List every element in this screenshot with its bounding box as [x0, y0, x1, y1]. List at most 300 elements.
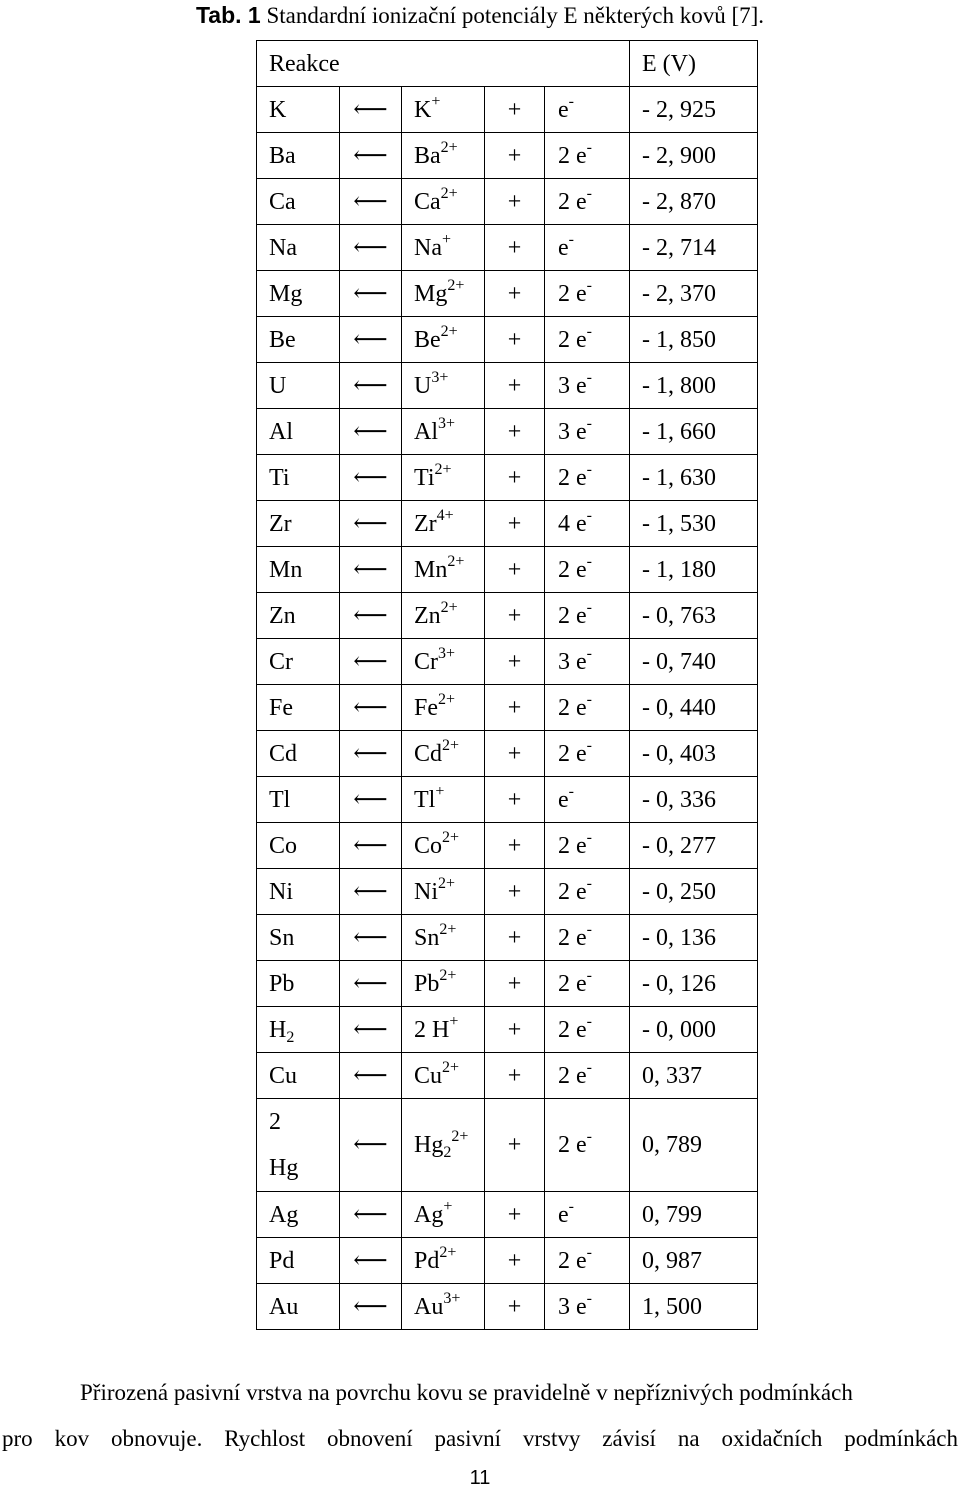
potential-value: [630, 1284, 758, 1330]
element-symbol: Zn: [269, 602, 296, 629]
left-arrow-icon: ⟵: [353, 1293, 388, 1320]
potential-text: - 0, 740: [642, 648, 716, 675]
left-arrow-icon: ⟵: [353, 1062, 388, 1089]
plus-sign: [485, 1007, 545, 1053]
table-row: [257, 271, 758, 317]
electron-charge: -: [568, 1197, 574, 1215]
ion-symbol: Ba: [414, 142, 441, 169]
element-symbol: Mn: [269, 556, 303, 583]
plus-text: +: [507, 648, 522, 675]
electrons-text: 3 e: [558, 372, 587, 399]
ion-charge: 3+: [438, 644, 456, 662]
plus-sign: [485, 409, 545, 455]
ion-cell: [402, 1053, 485, 1099]
electrons-cell: [545, 685, 630, 731]
plus-sign: [485, 685, 545, 731]
left-arrow-icon: ⟵: [353, 464, 388, 491]
element-cell: [257, 915, 340, 961]
reaction-arrow: [340, 317, 402, 363]
plus-text: +: [507, 924, 522, 951]
element-cell: [257, 271, 340, 317]
ion-cell: [402, 639, 485, 685]
left-arrow-icon: ⟵: [353, 556, 388, 583]
table-row: [257, 1007, 758, 1053]
ion-cell: [402, 1284, 485, 1330]
electron-charge: -: [586, 184, 592, 202]
element-cell: [257, 87, 340, 133]
electrons-text: 2 e: [558, 740, 587, 767]
ion-symbol: Au: [414, 1293, 444, 1320]
electrons-cell: [545, 271, 630, 317]
plus-sign: [485, 1238, 545, 1284]
table-row: [257, 133, 758, 179]
plus-sign: [485, 823, 545, 869]
left-arrow-icon: ⟵: [353, 1247, 388, 1274]
potential-value: [630, 179, 758, 225]
ion-charge: 2+: [442, 1058, 460, 1076]
ion-symbol: Ca: [414, 188, 441, 215]
element-cell: [257, 501, 340, 547]
potential-value: [630, 869, 758, 915]
ion-cell: [402, 1099, 485, 1192]
ion-symbol: Sn: [414, 924, 440, 951]
electrons-text: 2 e: [558, 1062, 587, 1089]
potential-value: [630, 455, 758, 501]
electron-charge: -: [586, 138, 592, 156]
element-cell: [257, 133, 340, 179]
table-row: [257, 547, 758, 593]
electrons-cell: [545, 639, 630, 685]
header-potential: E (V): [630, 41, 758, 87]
reaction-arrow: [340, 1192, 402, 1238]
left-arrow-icon: ⟵: [353, 234, 388, 261]
plus-text: +: [507, 142, 522, 169]
table-row: [257, 317, 758, 363]
ion-charge: +: [435, 782, 445, 800]
table-row: [257, 1053, 758, 1099]
potential-text: 0, 337: [642, 1062, 702, 1089]
element-symbol: Ag: [269, 1201, 299, 1228]
ion-cell: [402, 501, 485, 547]
potential-text: - 1, 660: [642, 418, 716, 445]
reaction-arrow: [340, 363, 402, 409]
left-arrow-icon: ⟵: [353, 924, 388, 951]
ion-symbol: Pb: [414, 970, 440, 997]
plus-text: +: [507, 878, 522, 905]
potential-text: - 0, 000: [642, 1016, 716, 1043]
electrons-text: 2 e: [558, 1016, 587, 1043]
ion-cell: [402, 179, 485, 225]
potential-text: - 1, 530: [642, 510, 716, 537]
electron-charge: -: [586, 1243, 592, 1261]
plus-text: +: [507, 234, 522, 261]
reaction-arrow: [340, 869, 402, 915]
element-symbol: Be: [269, 326, 296, 353]
reaction-arrow: [340, 961, 402, 1007]
element-symbol: Ca: [269, 188, 296, 215]
element-cell: [257, 225, 340, 271]
ion-symbol: K: [414, 96, 432, 123]
element-symbol: U: [269, 372, 287, 399]
ion-symbol: Pd: [414, 1247, 440, 1274]
potential-text: - 1, 630: [642, 464, 716, 491]
electrons-cell: [545, 409, 630, 455]
left-arrow-icon: ⟵: [353, 1132, 388, 1158]
electron-charge: -: [568, 782, 574, 800]
element-symbol: Ti: [269, 464, 290, 491]
electrons-cell: [545, 317, 630, 363]
electrons-text: 4 e: [558, 510, 587, 537]
element-symbol: Pd: [269, 1247, 295, 1274]
table-row: [257, 501, 758, 547]
ion-cell: [402, 547, 485, 593]
electron-charge: -: [586, 1058, 592, 1076]
ion-charge: 3+: [443, 1289, 461, 1307]
plus-text: +: [507, 510, 522, 537]
reaction-arrow: [340, 455, 402, 501]
left-arrow-icon: ⟵: [353, 510, 388, 537]
ion-charge: 3+: [431, 368, 449, 386]
table-row: [257, 455, 758, 501]
ion-charge: 2+: [434, 460, 452, 478]
plus-text: +: [507, 556, 522, 583]
element-symbol: Cu: [269, 1062, 298, 1089]
table-caption: [0, 0, 960, 30]
element-cell: [257, 639, 340, 685]
plus-sign: [485, 961, 545, 1007]
electrons-text: 2 e: [558, 326, 587, 353]
potential-text: - 0, 277: [642, 832, 716, 859]
reaction-arrow: [340, 1053, 402, 1099]
reaction-arrow: [340, 547, 402, 593]
ion-charge: +: [449, 1012, 459, 1030]
electrons-text: 2 e: [558, 832, 587, 859]
table-row: [257, 87, 758, 133]
plus-text: +: [507, 464, 522, 491]
potential-text: - 1, 180: [642, 556, 716, 583]
plus-sign: [485, 133, 545, 179]
ion-symbol: Mn: [414, 556, 448, 583]
left-arrow-icon: ⟵: [353, 602, 388, 629]
ion-symbol: Zn: [414, 602, 441, 629]
plus-sign: [485, 501, 545, 547]
potential-text: - 0, 136: [642, 924, 716, 951]
ion-cell: [402, 87, 485, 133]
ion-cell: [402, 685, 485, 731]
element-symbol: Cd: [269, 740, 298, 767]
reaction-arrow: [340, 593, 402, 639]
ion-charge: 2+: [439, 966, 457, 984]
element-cell: [257, 823, 340, 869]
electrons-cell: [545, 777, 630, 823]
electrons-cell: [545, 869, 630, 915]
element-symbol: Fe: [269, 694, 293, 721]
plus-text: +: [507, 694, 522, 721]
plus-text: +: [507, 1016, 522, 1043]
page-number: 11: [469, 1467, 491, 1489]
electrons-cell: [545, 455, 630, 501]
potential-value: [630, 915, 758, 961]
reaction-arrow: [340, 777, 402, 823]
plus-sign: [485, 547, 545, 593]
ion-symbol: Na: [414, 234, 442, 261]
electrons-text: 3 e: [558, 418, 587, 445]
ion-charge: +: [431, 92, 441, 110]
ion-cell: [402, 1192, 485, 1238]
element-cell: [257, 1053, 340, 1099]
left-arrow-icon: ⟵: [353, 832, 388, 859]
element-symbol: Ni: [269, 878, 293, 905]
table-row: [257, 1192, 758, 1238]
ion-charge: 2+: [438, 690, 456, 708]
table-row: [257, 1238, 758, 1284]
ion-symbol: Co: [414, 832, 443, 859]
ion-cell: [402, 869, 485, 915]
potential-text: - 2, 714: [642, 234, 716, 261]
element-symbol: Co: [269, 832, 298, 859]
ion-symbol: Be: [414, 326, 441, 353]
element-cell: [257, 593, 340, 639]
electron-charge: -: [586, 598, 592, 616]
ion-charge: 2+: [438, 874, 456, 892]
ion-cell: [402, 915, 485, 961]
reaction-arrow: [340, 133, 402, 179]
left-arrow-icon: ⟵: [353, 786, 388, 813]
table-row: [257, 179, 758, 225]
electrons-text: 2 e: [558, 464, 587, 491]
electron-charge: -: [568, 230, 574, 248]
ion-cell: [402, 777, 485, 823]
potential-value: [630, 271, 758, 317]
plus-text: +: [507, 832, 522, 859]
electrons-cell: [545, 961, 630, 1007]
left-arrow-icon: ⟵: [353, 188, 388, 215]
plus-sign: [485, 271, 545, 317]
element-cell: [257, 363, 340, 409]
plus-text: +: [507, 418, 522, 445]
electron-charge: -: [586, 828, 592, 846]
body-text-line-1: Přirozená pasivní vrstva na povrchu kovu se pravidelně v nepříznivých podmínkách: [80, 1380, 853, 1405]
ion-cell: [402, 1007, 485, 1053]
caption-label: Tab. 1: [195, 2, 261, 28]
plus-text: +: [507, 372, 522, 399]
potential-text: - 2, 370: [642, 280, 716, 307]
plus-sign: [485, 317, 545, 363]
plus-sign: [485, 455, 545, 501]
element-cell: [257, 1007, 340, 1053]
ion-cell: [402, 363, 485, 409]
ion-cell: [402, 593, 485, 639]
element-cell: [257, 685, 340, 731]
left-arrow-icon: ⟵: [353, 372, 388, 399]
electrons-cell: [545, 133, 630, 179]
electrons-text: 2 e: [558, 556, 587, 583]
element-cell: [257, 961, 340, 1007]
potential-text: - 0, 250: [642, 878, 716, 905]
electrons-cell: [545, 87, 630, 133]
potential-value: [630, 685, 758, 731]
potential-value: [630, 501, 758, 547]
potential-text: - 0, 763: [642, 602, 716, 629]
element-cell: [257, 547, 340, 593]
left-arrow-icon: ⟵: [353, 648, 388, 675]
element-symbol: Pb: [269, 970, 295, 997]
electrons-text: 2 e: [558, 602, 587, 629]
left-arrow-icon: ⟵: [353, 1201, 388, 1228]
left-arrow-icon: ⟵: [353, 418, 388, 445]
reaction-arrow: [340, 915, 402, 961]
ion-charge: 2+: [439, 920, 457, 938]
plus-sign: [485, 179, 545, 225]
element-symbol: Cr: [269, 648, 293, 675]
plus-text: +: [507, 280, 522, 307]
ion-symbol: Fe: [414, 694, 438, 721]
potential-value: [630, 1007, 758, 1053]
electrons-text: 2 e: [558, 694, 587, 721]
body-text-line-2: pro kov obnovuje. Rychlost obnovení pasivní vrstvy závisí na oxidačních podmínkách: [2, 1426, 958, 1451]
reaction-arrow: [340, 501, 402, 547]
ion-symbol: Cr: [414, 648, 438, 675]
left-arrow-icon: ⟵: [353, 96, 388, 123]
ion-charge: 2+: [440, 322, 458, 340]
electron-charge: -: [586, 414, 592, 432]
electron-charge: -: [586, 874, 592, 892]
plus-text: +: [507, 96, 522, 123]
electron-charge: -: [586, 920, 592, 938]
electrons-cell: [545, 225, 630, 271]
table-row: [257, 915, 758, 961]
ion-symbol: 2 H: [414, 1016, 450, 1043]
ion-charge: 3+: [438, 414, 456, 432]
ion-charge: 2+: [447, 276, 465, 294]
electrons-cell: [545, 1007, 630, 1053]
electrons-cell: [545, 1053, 630, 1099]
ion-cell: [402, 1238, 485, 1284]
caption-text: Standardní ionizační potenciály E některých kovů [7].: [260, 3, 765, 28]
header-reaction: Reakce: [257, 41, 630, 87]
ion-charge: 2+: [442, 736, 460, 754]
plus-text: +: [507, 602, 522, 629]
plus-text: +: [507, 1201, 522, 1228]
ion-cell: [402, 961, 485, 1007]
potential-value: [630, 593, 758, 639]
reaction-arrow: [340, 1238, 402, 1284]
plus-sign: [485, 1284, 545, 1330]
table-row: [257, 363, 758, 409]
electrons-text: e: [558, 234, 569, 261]
electrons-cell: [545, 915, 630, 961]
electrons-text: 2 e: [558, 280, 587, 307]
potential-text: 0, 799: [642, 1201, 702, 1228]
electrons-cell: [545, 1284, 630, 1330]
potential-text: - 0, 126: [642, 970, 716, 997]
reaction-arrow: [340, 1099, 402, 1192]
electrons-text: e: [558, 1201, 569, 1228]
ion-charge: 2+: [440, 138, 458, 156]
potential-value: [630, 133, 758, 179]
reaction-arrow: [340, 409, 402, 455]
potential-value: [630, 1099, 758, 1192]
electrons-cell: [545, 501, 630, 547]
ion-cell: [402, 409, 485, 455]
ion-symbol: Hg: [414, 1132, 444, 1158]
left-arrow-icon: ⟵: [353, 280, 388, 307]
potential-text: - 2, 870: [642, 188, 716, 215]
left-arrow-icon: ⟵: [353, 694, 388, 721]
electrons-cell: [545, 1099, 630, 1192]
electrons-text: 2 e: [558, 188, 587, 215]
element-cell: [257, 1192, 340, 1238]
potential-text: - 1, 800: [642, 372, 716, 399]
table-row: [257, 593, 758, 639]
ion-cell: [402, 731, 485, 777]
reaction-arrow: [340, 87, 402, 133]
ion-symbol: Zr: [414, 510, 437, 537]
left-arrow-icon: ⟵: [353, 1016, 388, 1043]
ion-symbol: U: [414, 372, 432, 399]
ion-subscript: 2: [443, 1144, 452, 1161]
potential-text: 0, 789: [642, 1132, 702, 1158]
reaction-arrow: [340, 731, 402, 777]
left-arrow-icon: ⟵: [353, 326, 388, 353]
electron-charge: -: [586, 460, 592, 478]
potential-text: 0, 987: [642, 1247, 702, 1274]
electrons-text: 2 e: [558, 924, 587, 951]
plus-sign: [485, 87, 545, 133]
electron-charge: -: [586, 322, 592, 340]
ion-symbol: Ni: [414, 878, 438, 905]
plus-text: +: [507, 1062, 522, 1089]
table-header-row: [257, 41, 758, 87]
potential-text: - 2, 925: [642, 96, 716, 123]
ion-charge: 2+: [440, 184, 458, 202]
ion-charge: 2+: [442, 828, 460, 846]
ion-charge: 4+: [436, 506, 454, 524]
element-cell: [257, 1284, 340, 1330]
element-symbol: H: [269, 1016, 287, 1043]
electrons-cell: [545, 731, 630, 777]
electron-charge: -: [586, 1289, 592, 1307]
potential-value: [630, 409, 758, 455]
plus-text: +: [507, 188, 522, 215]
element-cell: [257, 1238, 340, 1284]
element-symbol: Tl: [269, 786, 291, 813]
element-symbol: Zr: [269, 510, 292, 537]
element-symbol: Sn: [269, 924, 295, 951]
electrons-cell: [545, 547, 630, 593]
table-row: [257, 409, 758, 455]
plus-text: +: [507, 970, 522, 997]
element-symbol: K: [269, 96, 287, 123]
potential-value: [630, 731, 758, 777]
reaction-arrow: [340, 1007, 402, 1053]
reaction-arrow: [340, 271, 402, 317]
element-cell: [257, 777, 340, 823]
element-symbol: Ba: [269, 142, 296, 169]
potential-value: [630, 639, 758, 685]
ion-cell: [402, 317, 485, 363]
electrons-cell: [545, 1238, 630, 1284]
electrons-text: 2 e: [558, 970, 587, 997]
element-symbol: Al: [269, 418, 293, 445]
potential-value: [630, 1238, 758, 1284]
electrons-text: 2 e: [558, 1132, 587, 1158]
element-cell: [257, 179, 340, 225]
element-symbol: Mg: [269, 280, 303, 307]
plus-sign: [485, 869, 545, 915]
potential-text: - 0, 336: [642, 786, 716, 813]
plus-sign: [485, 1099, 545, 1192]
